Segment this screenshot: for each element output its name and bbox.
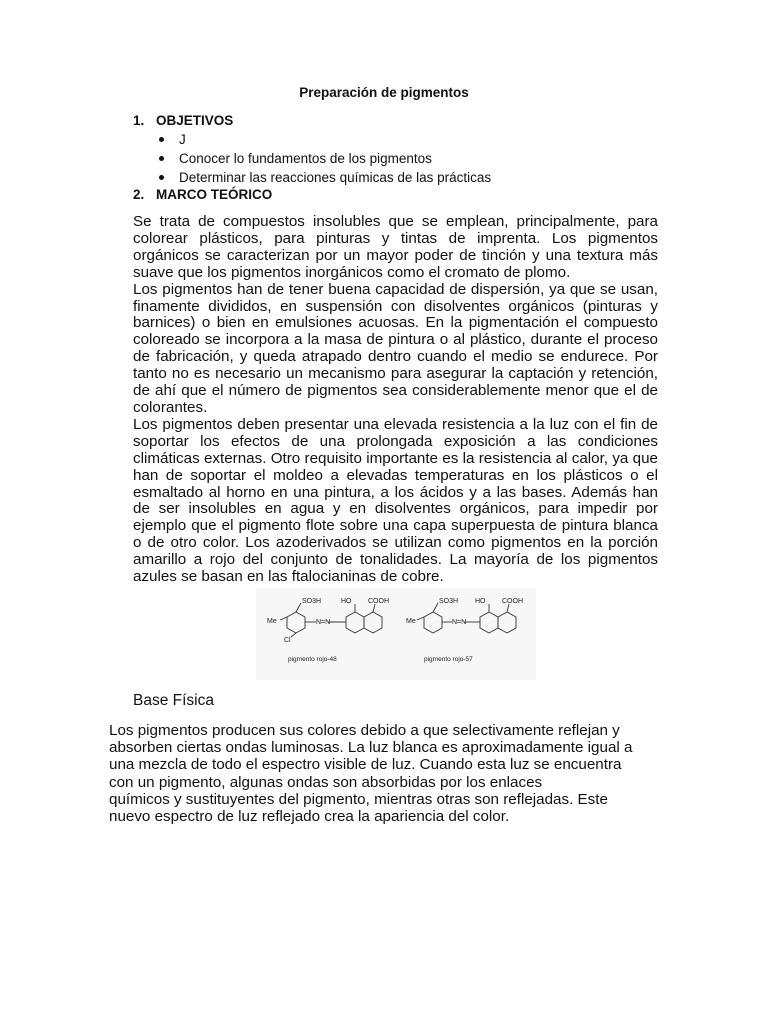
so3h-label: SO3H [439,598,459,605]
text-line: químicos y sustituyentes del pigmento, mientras otras son reflejadas. Este [109,790,608,808]
figure-caption: pigmento rojo-48 [288,656,337,663]
cl-label: Cl [284,637,291,644]
section-number: 1. [133,113,145,128]
base-fisica-body [109,722,649,825]
list-item: J [156,130,491,149]
benzene-ring [417,603,516,633]
me-label: Me [406,618,416,625]
section-heading-marco-teorico [133,187,272,202]
text-line: nuevo espectro de luz reflejado crea la apariencia del color. [109,808,510,826]
azo-label: N=N [316,619,331,626]
list-item: Conocer lo fundamentos de los pigmentos [156,149,491,168]
section-heading-text: OBJETIVOS [156,113,234,128]
section-subheading-base-fisica: Base Física [133,692,214,709]
text-line: absorben ciertas ondas luminosas. La luz blanca es aproximadamente igual a [109,739,633,757]
marco-teorico-body [133,214,658,586]
paragraph: Se trata de compuestos insolubles que se emplean, principalmente, para colorear plásticos, para pinturas y tintas de imprenta. Los pigmentos orgánicos se caracterizan por un mayor poder de tinción y una textura más suave que los pigmentos inorgánicos como el cromato de plomo. [133,213,658,281]
section-number: 2. [133,187,145,202]
page-title: Preparación de pigmentos [299,85,469,100]
text-line: Los pigmentos producen sus colores debido a que selectivamente reflejan y [109,722,620,739]
me-label: Me [267,618,277,625]
section-heading-objetivos [133,113,233,128]
paragraph: Los pigmentos han de tener buena capacidad de dispersión, ya que se usan, finamente divididos, en suspensión con disolventes orgánicos (pinturas y barnices) o bien en emulsiones acuosas. En la pigmentación el compuesto coloreado se incorpora a la masa de pintura o al plástico, durante el proceso de fabricación, y queda atrapado dentro cuando el medio se endurece. Por tanto no es necesario un mecanismo para asegurar la captación y retención, de ahí que el número de pigmentos sea considerablemente menor que el de colorantes. [133,280,658,416]
objectives-list [156,130,491,187]
section-heading-text: MARCO TEÓRICO [156,187,273,202]
list-item: Determinar las reacciones químicas de las prácticas [156,168,491,187]
azo-label: N=N [452,619,467,626]
ho-label: HO [341,598,352,605]
cooh-label: COOH [368,598,389,605]
cooh-label: COOH [502,598,523,605]
benzene-ring [280,603,382,637]
text-line: una mezcla de todo el espectro visible de luz. Cuando esta luz se encuentra [109,756,622,774]
chemical-structures-diagram [256,588,536,680]
so3h-label: SO3H [302,598,322,605]
pigment-structures-figure [256,588,536,680]
text-line: con un pigmento, algunas ondas son absorbidas por los enlaces [109,773,543,791]
figure-caption: pigmento rojo-57 [424,656,473,663]
ho-label: HO [475,598,486,605]
paragraph: Los pigmentos deben presentar una elevada resistencia a la luz con el fin de soportar los efectos de una prolongada exposición a las condiciones climáticas externas. Otro requisito importante es la resistencia al calor, ya que han de soportar el moldeo a elevadas temperaturas en los plásticos o el esmaltado al horno en una pintura, a los ácidos y a las bases. Además han de ser insolubles en agua y en disolventes orgánicos, para impedir por ejemplo que el pigmento flote sobre una capa superpuesta de pintura blanca o de otro color. Los azoderivados se utilizan como pigmentos en la porción amarillo a rojo del conjunto de tonalidades. La mayoría de los pigmentos azules se basan en las ftalocianinas de cobre. [133,415,658,586]
